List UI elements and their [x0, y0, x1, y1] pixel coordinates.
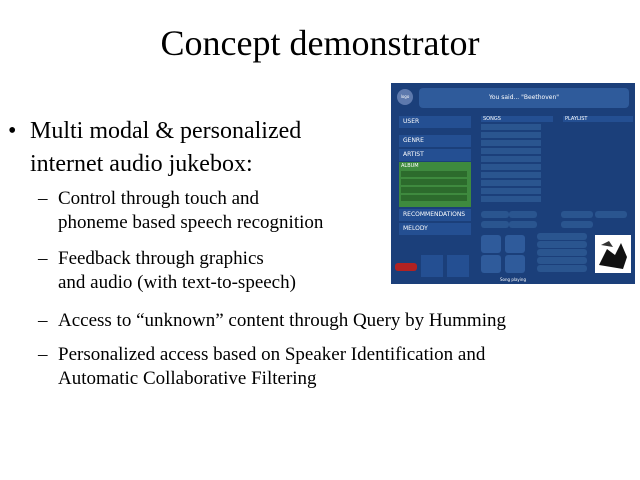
sub-bullet-text: phoneme based speech recognition	[58, 212, 324, 233]
sub-bullet-text: Access to “unknown” content through Query by Humming	[58, 310, 506, 331]
main-bullet-line-1: Multi modal & personalized	[30, 118, 302, 144]
song-row	[481, 196, 541, 202]
song-row	[481, 180, 541, 186]
songs-header: SONGS	[481, 116, 553, 122]
sub-bullet-text: Personalized access based on Speaker Identification and	[58, 344, 486, 365]
sub-bullet-text: Automatic Collaborative Filtering	[58, 368, 317, 389]
album-row	[401, 187, 467, 193]
song-row	[481, 164, 541, 170]
category-genre: GENRE	[399, 135, 471, 147]
category-user: USER	[399, 116, 471, 128]
song-row	[481, 148, 541, 154]
song-row	[481, 188, 541, 194]
bullet-icon: •	[8, 118, 17, 144]
option-pill	[561, 221, 593, 228]
option-pill	[481, 211, 509, 218]
rewind-control	[481, 235, 501, 253]
dash-icon: –	[38, 310, 48, 331]
option-pill	[561, 211, 593, 218]
track-pill	[537, 241, 587, 248]
track-pill	[537, 233, 587, 240]
album-cover	[595, 235, 631, 273]
option-pill	[481, 221, 509, 228]
speech-feedback-bar: You said... "Beethoven"	[419, 88, 629, 108]
jukebox-screenshot	[391, 83, 635, 284]
dash-icon: –	[38, 344, 48, 365]
dash-icon: –	[38, 188, 48, 209]
category-melody: MELODY	[399, 223, 471, 235]
record-button	[395, 263, 417, 271]
panel-block	[421, 255, 443, 277]
sub-bullet-text: Feedback through graphics	[58, 248, 264, 269]
playlist-header: PLAYLIST	[563, 116, 633, 122]
option-pill	[509, 221, 537, 228]
album-row	[401, 195, 467, 201]
jukebox-topbar	[391, 83, 635, 113]
forward-control	[505, 235, 525, 253]
category-artist: ARTIST	[399, 149, 471, 161]
dash-icon: –	[38, 248, 48, 269]
song-row	[481, 172, 541, 178]
album-row	[401, 179, 467, 185]
jukebox-logo: logo	[397, 89, 413, 105]
track-pill	[537, 249, 587, 256]
sub-bullet-text: Control through touch and	[58, 188, 260, 209]
stop-control	[505, 255, 525, 273]
song-row	[481, 124, 541, 130]
option-pill	[595, 211, 627, 218]
panel-block	[447, 255, 469, 277]
track-pill	[537, 257, 587, 264]
status-footer: Song playing	[500, 277, 526, 282]
song-row	[481, 156, 541, 162]
option-pill	[509, 211, 537, 218]
main-bullet-line-2: internet audio jukebox:	[30, 151, 253, 177]
song-row	[481, 132, 541, 138]
album-panel	[399, 162, 471, 207]
category-album: ALBUM	[401, 163, 419, 169]
category-recommendations: RECOMMENDATIONS	[399, 209, 471, 221]
play-control	[481, 255, 501, 273]
album-row	[401, 171, 467, 177]
slide-title: Concept demonstrator	[160, 23, 480, 63]
song-row	[481, 140, 541, 146]
sub-bullet-text: and audio (with text-to-speech)	[58, 272, 296, 293]
track-pill	[537, 265, 587, 272]
